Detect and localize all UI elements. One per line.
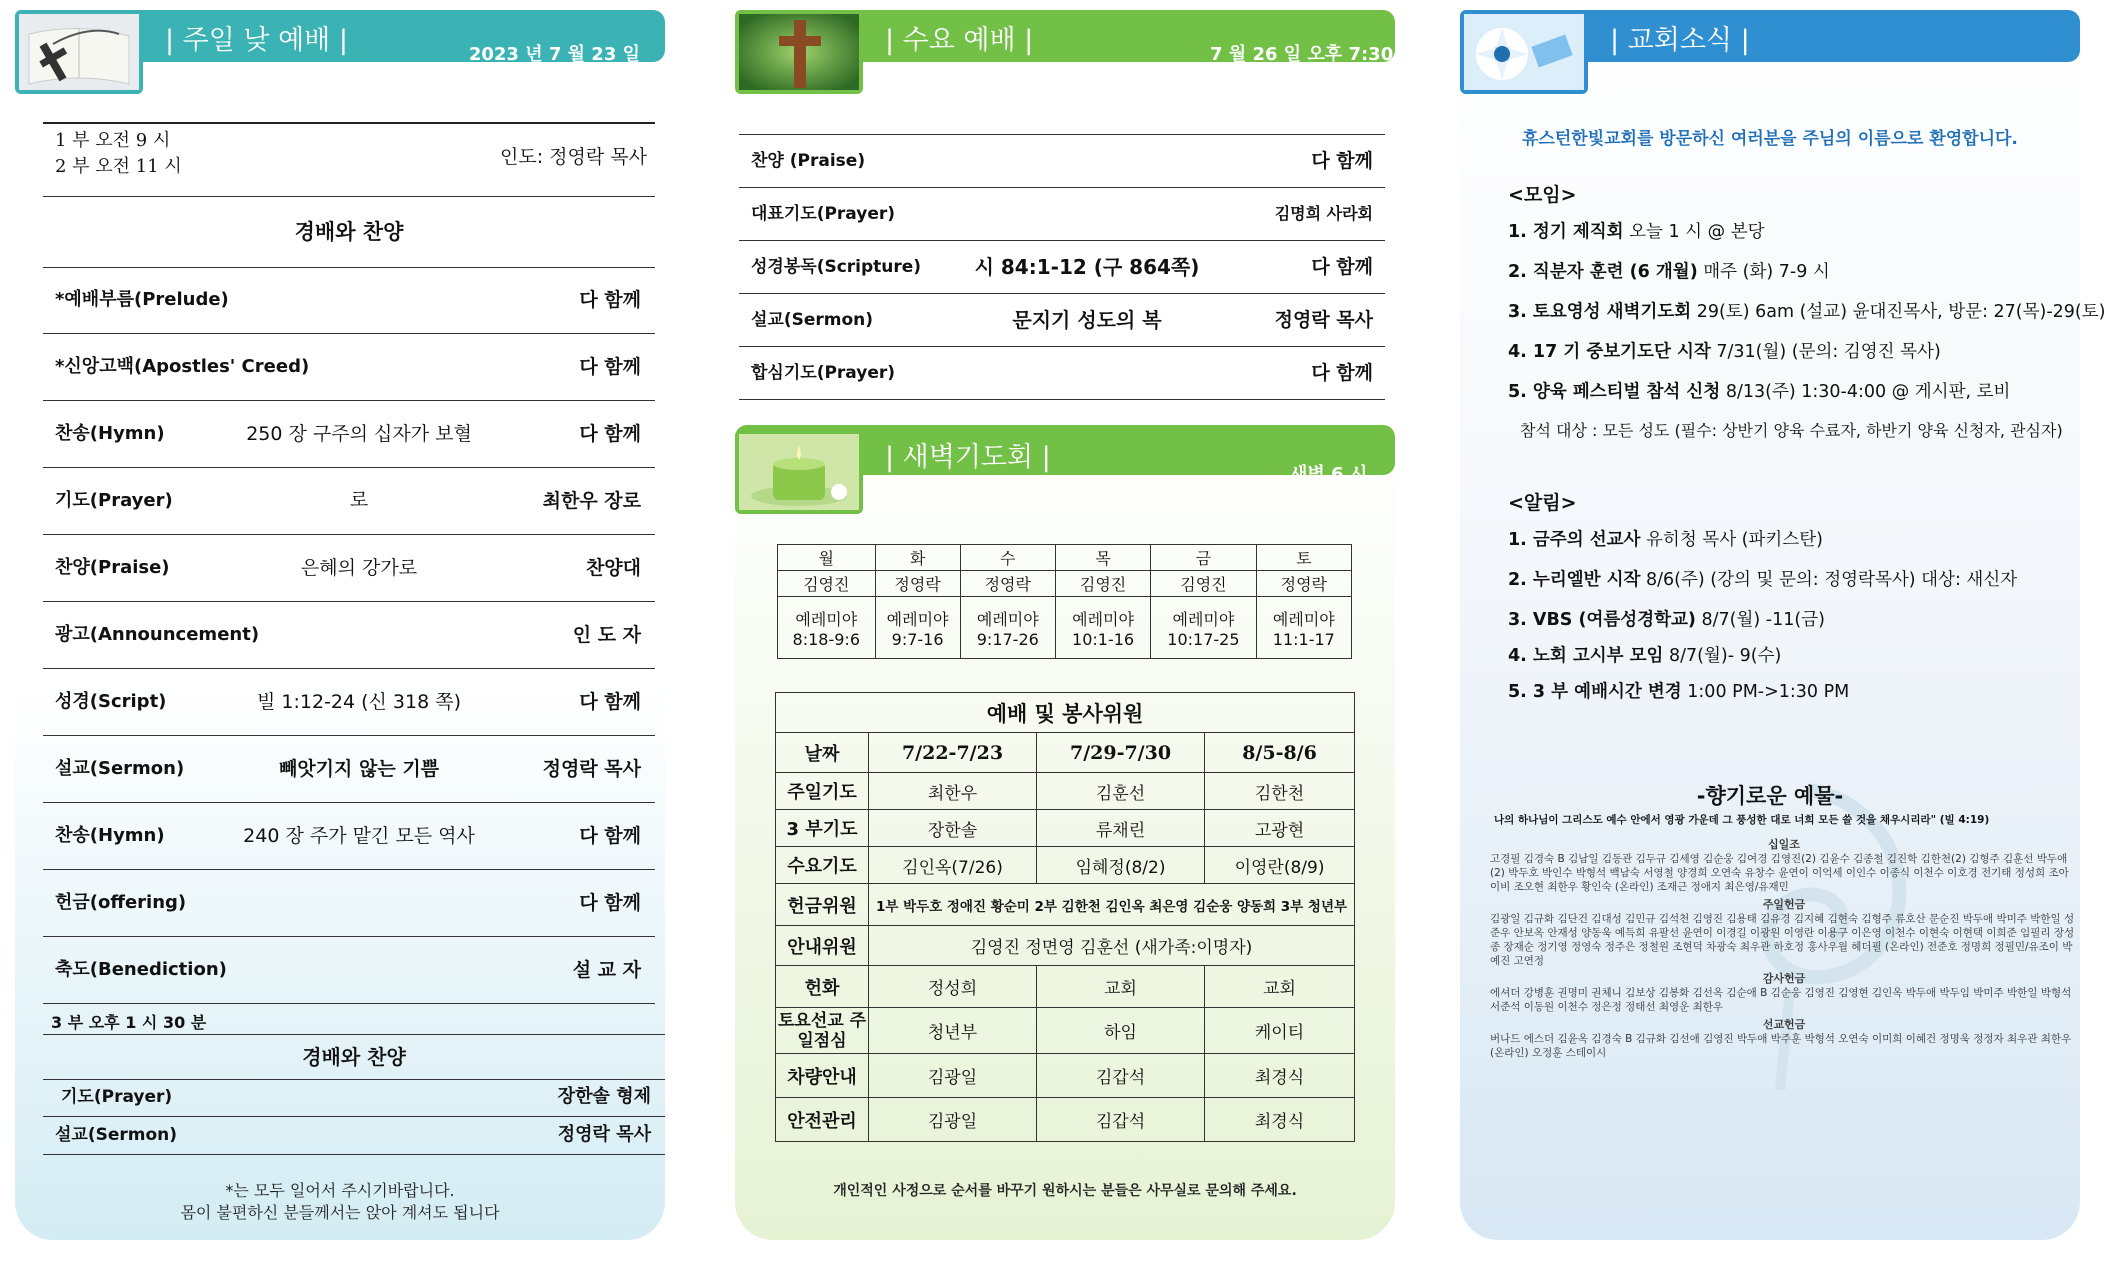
notice-bold: 4. 노회 고시부 모임 xyxy=(1508,646,1664,666)
duty-label: 안내위원 xyxy=(776,926,869,966)
duty-row xyxy=(776,1008,1355,1054)
notice-rest: 8/7(월)- 9(수) xyxy=(1663,646,1782,666)
dawn-text: 예레미야 9:7-16 xyxy=(875,597,960,659)
duty-cell: 김훈선 xyxy=(1037,773,1205,810)
meeting-bold: 1. 정기 제직회 xyxy=(1508,222,1624,242)
dawn-leader: 김영진 xyxy=(1055,571,1150,597)
duty-cell: 김광일 xyxy=(869,1054,1037,1098)
order-row xyxy=(43,535,655,602)
duty-cell: 장한솔 xyxy=(869,810,1037,847)
notice-bold: 2. 누리엘반 시작 xyxy=(1508,570,1641,590)
dawn-day-row xyxy=(778,545,1352,571)
duty-cell: 최한우 xyxy=(869,773,1037,810)
news-title: | 교회소식 | xyxy=(1610,25,1750,56)
dawn-text: 예레미야 10:17-25 xyxy=(1151,597,1256,659)
duty-cell: 김인옥(7/26) xyxy=(869,847,1037,884)
wed-order-name: 합심기도(Prayer) xyxy=(751,363,896,383)
wed-order-detail: 시 84:1-12 (구 864쪽) xyxy=(974,255,1200,279)
dawn-text: 예레미야 8:18-9:6 xyxy=(778,597,876,659)
thanks-offering-names: 에셔더 강병훈 권명미 권체니 김보상 김봉화 김선옥 김순애 B 김순웅 김영진 김영현 김인옥 박두애 박두임 박미주 박한일 박형석 서준석 이동원 이천수 정은정 정태선 최영운 최한우 xyxy=(1490,987,2072,1013)
meeting-item xyxy=(1508,218,1765,243)
wed-order-name: 성경봉독(Scripture) xyxy=(751,257,922,277)
order-row xyxy=(43,334,655,401)
duty-title: 예배 및 봉사위원 xyxy=(776,693,1355,733)
top-rule xyxy=(43,122,655,124)
order-by: 다 함께 xyxy=(579,423,641,445)
mission-offering-names: 버나드 에스더 김윤옥 김경숙 B 김규화 김선애 김영진 박두애 박주훈 박형석 오연숙 이미희 이혜건 정명욱 정정자 최우관 최한우 (온라인) 오정훈 스테이시 xyxy=(1490,1033,2072,1059)
order-by: 다 함께 xyxy=(579,825,641,847)
service-time-1: 1 부 오전 9 시 xyxy=(55,130,171,151)
duty-label: 헌금위원 xyxy=(776,884,869,926)
duty-row xyxy=(776,810,1355,847)
notices-heading: <알림> xyxy=(1508,492,1577,514)
tithe-names: 고경필 김경숙 B 김남일 김동관 김두규 김세영 김순웅 김여경 김영진(2) 김윤수 김종철 김진학 김한천(2) 김형주 김훈선 박두애(2) 박두호 박인수 박형석 백남숙 서영철 양경희 오연숙 유창수 윤연이 이억세 이인수 이종식 이천수 이호경 전기태 정성희 조아이비 조오현 최한우 황인숙 (온라인) 조재근 정애지 최은영/유재민 xyxy=(1490,853,2069,893)
order-row xyxy=(43,468,655,535)
sunday-date: 2023 년 7 월 23 일 xyxy=(468,44,640,65)
order-name: 성경(Script) xyxy=(55,691,167,712)
wed-order-row xyxy=(739,347,1385,400)
order-name: 기도(Prayer) xyxy=(55,490,173,511)
dawn-leader: 김영진 xyxy=(1151,571,1256,597)
duty-row xyxy=(776,926,1355,966)
meeting-rest: 8/13(주) 1:30-4:00 @ 게시판, 로비 xyxy=(1720,382,2011,402)
mission-offering-heading: 선교헌금 xyxy=(1762,1018,1806,1031)
wednesday-title: | 수요 예배 | xyxy=(885,25,1034,56)
order-name: 축도(Benediction) xyxy=(55,959,227,980)
dawn-text: 예레미야 11:1-17 xyxy=(1256,597,1351,659)
order-name: *예배부름(Prelude) xyxy=(55,289,229,310)
meeting-bold: 2. 직분자 훈련 (6 개월) xyxy=(1508,262,1698,282)
flower-photo xyxy=(1460,10,1588,94)
wed-order-by: 다 함께 xyxy=(1311,150,1373,172)
meeting-rest: 7/31(월) (문의: 김영진 목사) xyxy=(1710,342,1941,362)
duty-row xyxy=(776,773,1355,810)
order-by: 다 함께 xyxy=(579,289,641,311)
wed-order-by: 다 함께 xyxy=(1311,362,1373,384)
duty-cell: 하임 xyxy=(1037,1008,1205,1054)
sunday-service-panel xyxy=(15,10,665,1240)
order-by: 정영락 목사 xyxy=(542,758,641,780)
wed-order-name: 대표기도(Prayer) xyxy=(751,204,896,224)
notice-bold: 3. VBS (여름성경학교) xyxy=(1508,610,1696,630)
third-order-row xyxy=(43,1078,665,1117)
wed-order-detail: 문지기 성도의 복 xyxy=(1012,308,1162,332)
thanks-offering-heading: 감사헌금 xyxy=(1762,972,1806,985)
dawn-leader-row xyxy=(778,571,1352,597)
notice-bold: 1. 금주의 선교사 xyxy=(1508,530,1641,550)
order-row xyxy=(43,937,655,1004)
order-name: *신앙고백(Apostles' Creed) xyxy=(55,356,310,377)
dawn-day: 월 xyxy=(778,545,876,571)
notice-bold: 5. 3 부 예배시간 변경 xyxy=(1508,682,1682,702)
duty-header-row xyxy=(776,733,1355,773)
dawn-leader: 정영락 xyxy=(1256,571,1351,597)
order-name: 헌금(offering) xyxy=(55,892,187,913)
duty-cell: 교회 xyxy=(1037,966,1205,1008)
duty-cell: 케이티 xyxy=(1205,1008,1355,1054)
duty-label: 안전관리 xyxy=(776,1098,869,1142)
dawn-title: | 새벽기도회 | xyxy=(885,442,1051,473)
sunday-offering-names: 김광일 김규화 김단건 김대성 김민규 김석천 김영진 김용태 김유경 김지혜 김현숙 김형주 류호산 문순진 박두애 박미주 박한일 성준우 안보옥 안재성 양동욱 예득희 유팔선 윤연이 이경길 이광원 이영란 이용구 이은영 이천수 이현숙 이현택 이희준 임필리 장성종 장재순 정기영 정영숙 정주은 정철원 조현덕 차광숙 최우관 하호정 홍사우월 헤더필 (온라인) 전준호 정명희 정필민/유조이 박예진 고연정 xyxy=(1490,913,2075,967)
dawn-day: 토 xyxy=(1256,545,1351,571)
meeting-rest: 29(토) 6am (설교) 윤대진목사, 방문: 27(목)-29(토) xyxy=(1691,302,2106,322)
order-by: 다 함께 xyxy=(579,892,641,914)
wednesday-service-panel xyxy=(735,10,1395,1240)
duty-row xyxy=(776,1054,1355,1098)
notice-rest: 8/6(주) (강의 및 문의: 정영락목사) 대상: 새신자 xyxy=(1640,570,2018,590)
notice-rest: 유히청 목사 (파키스탄) xyxy=(1640,530,1823,550)
duty-label: 수요기도 xyxy=(776,847,869,884)
duty-row xyxy=(776,966,1355,1008)
offering-list xyxy=(1490,838,2078,1060)
wed-order-row xyxy=(739,294,1385,347)
order-row xyxy=(43,669,655,736)
meetings-heading: <모임> xyxy=(1508,184,1577,206)
third-order-name: 기도(Prayer) xyxy=(61,1087,173,1107)
wed-order-row xyxy=(739,135,1385,188)
footnote-line-1: *는 모두 일어서 주시기바랍니다. xyxy=(225,1181,455,1200)
meeting-item xyxy=(1508,338,1941,363)
meeting-item xyxy=(1508,258,1830,283)
order-row xyxy=(43,736,655,803)
order-name: 찬송(Hymn) xyxy=(55,825,165,846)
service-time-2: 2 부 오전 11 시 xyxy=(55,156,182,177)
third-order-by: 장한솔 형제 xyxy=(557,1086,651,1107)
wed-order-row xyxy=(739,241,1385,294)
duty-cell: 김갑석 xyxy=(1037,1054,1205,1098)
meeting-rest: 매주 (화) 7-9 시 xyxy=(1697,262,1830,282)
dawn-schedule-table xyxy=(777,544,1352,659)
order-row xyxy=(43,602,655,669)
offering-committee: 1부 박두호 정애진 황순미 2부 김한천 김인옥 최은영 김순웅 양동희 3부 청년부 xyxy=(869,884,1355,926)
notice-item xyxy=(1508,678,1849,703)
meeting-item xyxy=(1508,298,2106,323)
wednesday-date: 7 월 26 일 오후 7:30 xyxy=(1210,44,1394,65)
duty-cell: 청년부 xyxy=(869,1008,1037,1054)
order-by: 최한우 장로 xyxy=(542,490,641,512)
meeting-rest: 오늘 1 시 @ 본당 xyxy=(1623,222,1765,242)
dawn-text-row xyxy=(778,597,1352,659)
order-row xyxy=(43,870,655,937)
third-order-row xyxy=(43,1116,665,1155)
third-order-by: 정영락 목사 xyxy=(557,1124,651,1145)
duty-cell: 최경식 xyxy=(1205,1098,1355,1142)
order-detail: 빼앗기지 않는 기쁨 xyxy=(278,758,440,780)
duty-cell: 최경식 xyxy=(1205,1054,1355,1098)
wednesday-footer: 개인적인 사정으로 순서를 바꾸기 원하시는 분들은 사무실로 문의해 주세요. xyxy=(833,1183,1297,1199)
duty-row xyxy=(776,1098,1355,1142)
notice-item xyxy=(1508,526,1823,551)
church-news-panel xyxy=(1460,10,2106,1240)
notice-item xyxy=(1508,606,1825,631)
meeting-bold: 3. 토요영성 새벽기도회 xyxy=(1508,302,1692,322)
dawn-day: 금 xyxy=(1151,545,1256,571)
meeting-bold: 4. 17 기 중보기도단 시작 xyxy=(1508,342,1711,362)
dawn-day: 수 xyxy=(960,545,1055,571)
duty-week: 8/5-8/6 xyxy=(1205,733,1355,773)
duty-cell: 임혜정(8/2) xyxy=(1037,847,1205,884)
service-leader: 인도: 정영락 목사 xyxy=(500,146,647,168)
wed-order-by: 다 함께 xyxy=(1311,256,1373,278)
duty-table xyxy=(775,692,1355,1142)
dawn-text: 예레미야 9:17-26 xyxy=(960,597,1055,659)
meetings-note: 참석 대상 : 모든 성도 (필수: 상반기 양육 수료자, 하반기 양육 신청자, 관심자) xyxy=(1520,421,2063,440)
footnote-line-2: 몸이 불편하신 분들께서는 앉아 계셔도 됩니다 xyxy=(180,1203,500,1222)
duty-row xyxy=(776,847,1355,884)
duty-cell: 정성희 xyxy=(869,966,1037,1008)
wooden-cross-photo xyxy=(735,10,863,94)
wed-order-by: 김명희 사라회 xyxy=(1274,204,1373,223)
third-heading: 경배와 찬양 xyxy=(43,1034,665,1080)
wed-order-by: 정영락 목사 xyxy=(1274,309,1373,331)
duty-cell: 김광일 xyxy=(869,1098,1037,1142)
notice-item xyxy=(1508,566,2017,591)
duty-title-row xyxy=(776,693,1355,733)
wed-order-name: 찬양 (Praise) xyxy=(751,151,866,171)
third-order-name: 설교(Sermon) xyxy=(55,1125,178,1145)
duty-label: 3 부기도 xyxy=(776,810,869,847)
sunday-title: | 주일 낮 예배 | xyxy=(165,25,348,56)
dawn-day: 목 xyxy=(1055,545,1150,571)
dawn-leader: 정영락 xyxy=(960,571,1055,597)
usher-committee: 김영진 정면영 김훈선 (새가족:이명자) xyxy=(869,926,1355,966)
order-name: 광고(Announcement) xyxy=(55,624,260,645)
duty-cell: 고광현 xyxy=(1205,810,1355,847)
dawn-leader: 정영락 xyxy=(875,571,960,597)
order-detail: 빌 1:12-24 (신 318 쪽) xyxy=(256,691,461,713)
duty-label: 주일기도 xyxy=(776,773,869,810)
cross-bible-photo xyxy=(15,10,143,94)
notice-rest: 8/7(월) -11(금) xyxy=(1695,610,1825,630)
order-name: 찬양(Praise) xyxy=(55,557,170,578)
order-row xyxy=(43,267,655,334)
service-times xyxy=(55,128,182,180)
duty-header-date: 날짜 xyxy=(776,733,869,773)
duty-row xyxy=(776,884,1355,926)
dawn-text: 예레미야 10:1-16 xyxy=(1055,597,1150,659)
dawn-leader: 김영진 xyxy=(778,571,876,597)
order-name: 설교(Sermon) xyxy=(55,758,185,779)
candle-photo xyxy=(735,430,863,514)
footnote xyxy=(15,1180,665,1224)
order-by: 찬양대 xyxy=(585,557,641,579)
order-by: 다 함께 xyxy=(579,691,641,713)
duty-label: 헌화 xyxy=(776,966,869,1008)
duty-label: 차량안내 xyxy=(776,1054,869,1098)
dawn-time: 새벽 6 시 xyxy=(1290,464,1368,485)
offering-verse: 나의 하나님이 그리스도 예수 안에서 영광 가운데 그 풍성한 대로 너희 모든 쓸 것을 채우시리라" (빌 4:19) xyxy=(1494,814,1990,826)
third-service-time: 3 부 오후 1 시 30 분 xyxy=(51,1013,207,1032)
notice-rest: 1:00 PM->1:30 PM xyxy=(1681,682,1850,702)
order-detail: 250 장 구주의 십자가 보혈로 xyxy=(246,423,472,511)
meeting-item xyxy=(1508,378,2010,403)
order-by: 다 함께 xyxy=(579,356,641,378)
duty-cell: 김갑석 xyxy=(1037,1098,1205,1142)
order-row xyxy=(43,803,655,870)
duty-cell: 교회 xyxy=(1205,966,1355,1008)
duty-cell: 류채린 xyxy=(1037,810,1205,847)
wed-order-row xyxy=(739,188,1385,241)
order-detail: 은혜의 강가로 xyxy=(300,557,418,579)
order-by: 인 도 자 xyxy=(572,624,641,646)
section-heading: 경배와 찬양 xyxy=(43,196,655,268)
notice-item xyxy=(1508,642,1781,667)
duty-cell: 김한천 xyxy=(1205,773,1355,810)
meeting-bold: 5. 양육 페스티벌 참석 신청 xyxy=(1508,382,1721,402)
wed-order-name: 설교(Sermon) xyxy=(751,310,874,330)
duty-cell: 이영란(8/9) xyxy=(1205,847,1355,884)
duty-label: 토요선교 주일점심 xyxy=(776,1008,869,1054)
order-by: 설 교 자 xyxy=(572,959,641,981)
sunday-offering-heading: 주일헌금 xyxy=(1762,898,1806,911)
dawn-day: 화 xyxy=(875,545,960,571)
duty-week: 7/29-7/30 xyxy=(1037,733,1205,773)
order-detail: 240 장 주가 맡긴 모든 역사 xyxy=(243,825,475,847)
welcome-message: 휴스턴한빛교회를 방문하신 여러분을 주님의 이름으로 환영합니다. xyxy=(1522,129,2018,149)
order-name: 찬송(Hymn) xyxy=(55,423,165,444)
offering-title: -향기로운 예물- xyxy=(1696,784,1844,808)
duty-week: 7/22-7/23 xyxy=(869,733,1037,773)
tithe-heading: 십일조 xyxy=(1768,838,1800,851)
